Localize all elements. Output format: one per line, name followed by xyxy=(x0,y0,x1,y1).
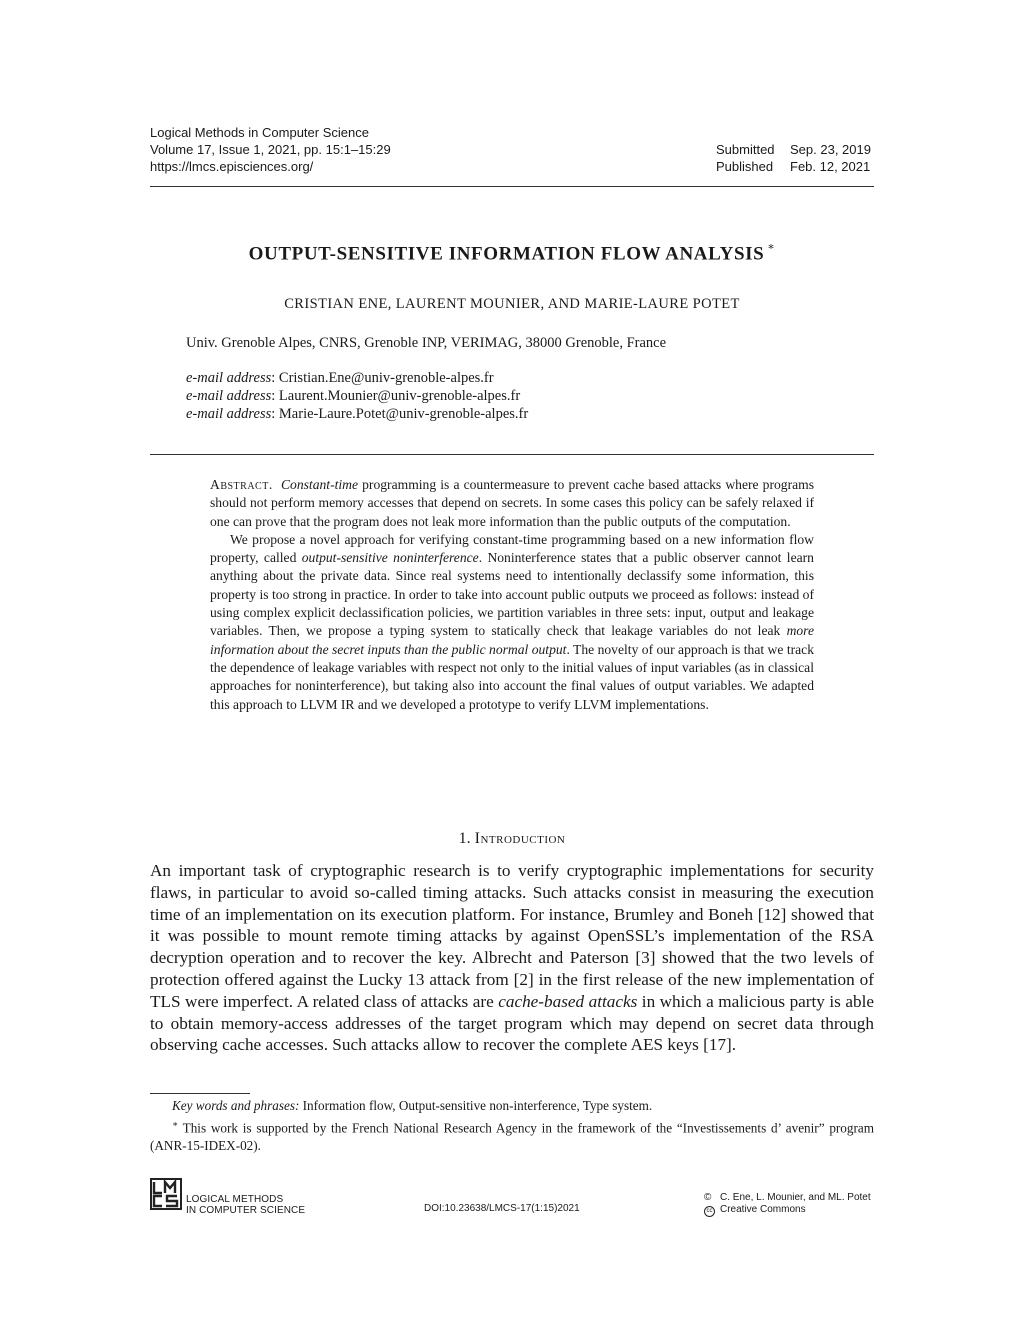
creative-commons-icon xyxy=(704,1204,720,1217)
abstract-text: . Noninterference states that a public observer cannot learn anything about the private data. Since real systems need to intentionally declassify some information, this property is too strong in practice. In order to take into account public outputs we proceed as follows: instead of using complex explicit declassification policies, we partition variables in three sets: input, output and leakage variables. Then, we propose a typing system to statically check that leakage variables do not leak xyxy=(210,550,814,639)
email-address[interactable]: Laurent.Mounier@univ-grenoble-alpes.fr xyxy=(278,388,521,404)
abstract-divider xyxy=(150,454,874,455)
abstract-text: programming is a countermeasure to prevent cache based attacks where programs should not perform memory accesses that depend on secrets. In some cases this policy can be safely relaxed if one can prove that the program does not leak more information than the public outputs of the computation. xyxy=(210,477,814,529)
affiliation: Univ. Grenoble Alpes, CNRS, Grenoble INP, VERIMAG, 38000 Grenoble, France xyxy=(186,335,667,351)
section-number: 1. xyxy=(458,830,471,847)
copyright-icon: © xyxy=(704,1192,712,1203)
published-row xyxy=(716,158,871,175)
intro-text: in which a malicious party is able to obtain memory-access addresses of the target program which may depend on secret data through observing cache accesses. Such attacks allow to recover the complete AES keys [17]. xyxy=(150,991,874,1055)
footnotes xyxy=(150,1097,874,1155)
published-label: Published xyxy=(716,159,774,174)
lmcs-logo-icon xyxy=(150,1178,182,1210)
section-heading xyxy=(150,830,874,848)
email-row: e-mail address: Cristian.Ene@univ-grenoble-alpes.fr xyxy=(186,370,494,386)
section-title: Introduction xyxy=(474,830,566,847)
abstract xyxy=(210,476,814,714)
logo-line: IN COMPUTER SCIENCE xyxy=(186,1205,306,1216)
submitted-label: Submitted xyxy=(716,142,775,157)
keywords-label: Key words and phrases: xyxy=(172,1098,300,1113)
keywords-footnote xyxy=(150,1097,874,1115)
paper-title-text: OUTPUT-SENSITIVE INFORMATION FLOW ANALYSIS xyxy=(248,243,765,265)
submitted-row xyxy=(716,141,871,158)
submitted-value: Sep. 23, 2019 xyxy=(790,142,871,157)
abstract-text: . The novelty of our approach is that we track the dependence of leakage variables with respect not only to the initial values of input variables (as in classical approaches for noninterference), but taking also into account the final values of output variables. We adapted this approach to LLVM IR and we developed a prototype to verify LLVM implementations. xyxy=(210,641,814,712)
journal-volume: Volume 17, Issue 1, 2021, pp. 15:1–15:29 xyxy=(150,142,391,157)
paper-authors: CRISTIAN ENE, LAURENT MOUNIER, AND MARIE-LAURE POTET xyxy=(284,296,740,312)
funding-text: This work is supported by the French National Research Agency in the framework of the “Investissements d’ avenir” program (ANR-15-IDEX-02). xyxy=(150,1120,874,1154)
abstract-emphasis: output-sensitive noninterference xyxy=(301,550,479,566)
license-row xyxy=(704,1204,871,1217)
email-row: e-mail address: Laurent.Mounier@univ-grenoble-alpes.fr xyxy=(186,388,521,404)
title-footnote-mark[interactable]: ∗ xyxy=(767,241,776,253)
keywords-text: Information flow, Output-sensitive non-interference, Type system. xyxy=(299,1098,653,1113)
doi[interactable]: DOI:10.23638/LMCS-17(1:15)2021 xyxy=(424,1203,580,1214)
logo-text xyxy=(186,1178,305,1216)
abstract-emphasis: Constant-time xyxy=(280,477,359,492)
license-block xyxy=(704,1192,871,1217)
abstract-paragraph xyxy=(210,531,814,714)
journal-name: Logical Methods in Computer Science xyxy=(150,125,369,140)
paper-title xyxy=(150,242,874,265)
funding-mark: ∗ xyxy=(172,1119,179,1129)
abstract-paragraph xyxy=(210,476,814,531)
abstract-text: We propose a novel approach for verifying constant-time programming based on a new information flow property, called xyxy=(210,531,814,566)
email-label: e-mail address xyxy=(186,406,272,422)
journal-url[interactable]: https://lmcs.episciences.org/ xyxy=(150,159,314,174)
copyright-row xyxy=(704,1192,871,1204)
intro-emphasis: cache-based attacks xyxy=(498,991,638,1011)
license-text[interactable]: Creative Commons xyxy=(720,1204,806,1216)
email-row: e-mail address: Marie-Laure.Potet@univ-grenoble-alpes.fr xyxy=(186,406,529,422)
published-value: Feb. 12, 2021 xyxy=(790,159,871,174)
cc-symbol: cc xyxy=(704,1206,715,1217)
email-list xyxy=(186,369,528,423)
header-divider xyxy=(150,186,874,187)
intro-paragraph xyxy=(150,860,874,1056)
journal-info xyxy=(150,124,391,175)
copyright-text: C. Ene, L. Mounier, and ML. Potet xyxy=(720,1192,871,1203)
abstract-label: Abstract. xyxy=(210,477,273,492)
email-address[interactable]: Marie-Laure.Potet@univ-grenoble-alpes.fr xyxy=(278,406,529,422)
email-label: e-mail address xyxy=(186,388,272,404)
logo-line: LOGICAL METHODS xyxy=(186,1194,284,1205)
email-label: e-mail address xyxy=(186,370,272,386)
dates-block xyxy=(716,141,871,175)
funding-footnote xyxy=(150,1115,874,1155)
footnote-divider xyxy=(150,1093,250,1094)
intro-text: An important task of cryptographic research is to verify cryptographic implementations for security flaws, in particular to avoid so-called timing attacks. Such attacks consist in measuring the execution time of an implementation on its execution platform. For instance, Brumley and Boneh [12] showed that it was possible to mount remote timing attacks by against OpenSSL’s implementation of the RSA decryption operation and to recover the key. Albrecht and Paterson [3] showed that the two levels of protection offered against the Lucky 13 attack from [2] in the first release of the new implementation of TLS were imperfect. A related class of attacks are xyxy=(150,861,874,1011)
email-address[interactable]: Cristian.Ene@univ-grenoble-alpes.fr xyxy=(278,370,494,386)
abstract-emphasis: more information about the secret inputs than the public normal output xyxy=(210,623,814,657)
lmcs-logo xyxy=(150,1178,305,1216)
